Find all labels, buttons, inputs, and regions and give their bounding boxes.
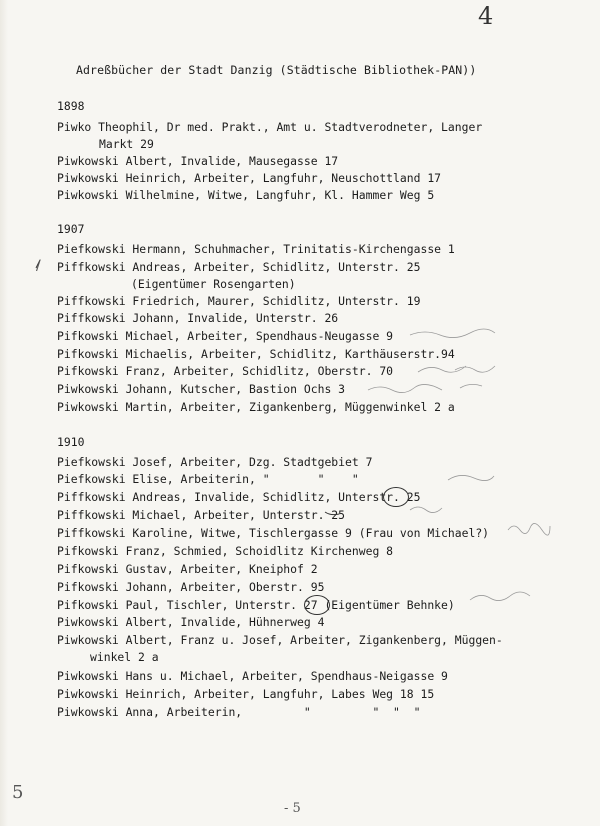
entry-line: Pifkowski Paul, Tischler, Unterstr. 27 (Eigentümer Behnke) <box>57 598 455 612</box>
entry-line-continuation: (Eigentümer Rosengarten) <box>131 277 296 291</box>
entry-line: Piefkowski Josef, Arbeiter, Dzg. Stadtgebiet 7 <box>57 455 373 469</box>
entry-line: Pifkowski Michaelis, Arbeiter, Schidlitz, Karthäuserstr.94 <box>57 347 455 361</box>
pencil-scribble <box>410 507 442 513</box>
entry-line: Piwkowski Albert, Invalide, Mausegasse 17 <box>57 154 339 168</box>
entry-line: Piffkowski Karoline, Witwe, Tischlergasse 9 (Frau von Michael?) <box>57 526 490 540</box>
page-footer-mark: - 5 <box>284 801 301 816</box>
entry-line: Piefkowski Hermann, Schuhmacher, Trinitatis-Kirchengasse 1 <box>57 242 455 256</box>
entry-line: Piffkowski Andreas, Invalide, Schidlitz, Unterstr. 25 <box>57 490 421 504</box>
entry-line: Pifkowski Gustav, Arbeiter, Kneiphof 2 <box>57 562 318 576</box>
entry-line: Piwkowski Hans u. Michael, Arbeiter, Spendhaus-Neigasse 9 <box>57 669 448 683</box>
year-heading-1898: 1898 <box>57 99 85 113</box>
pencil-scribble <box>418 366 495 372</box>
pencil-scribble <box>508 523 550 535</box>
pencil-scribble <box>470 592 530 601</box>
document-title: Adreßbücher der Stadt Danzig (Städtische Bibliothek-PAN)) <box>76 63 477 77</box>
entry-line: Pifkowski Franz, Arbeiter, Schidlitz, Oberstr. 70 <box>57 364 394 378</box>
entry-line: Piffkowski Andreas, Arbeiter, Schidlitz, Unterstr. 25 <box>57 260 421 274</box>
pencil-scribble <box>410 329 495 338</box>
entry-line: Piffkowski Friedrich, Maurer, Schidlitz, Unterstr. 19 <box>57 294 421 308</box>
entry-line: Piwkowski Heinrich, Arbeiter, Langfuhr, Neuschottland 17 <box>57 171 442 185</box>
entry-line: Piwkowski Martin, Arbeiter, Zigankenberg, Müggenwinkel 2 a <box>57 400 455 414</box>
entry-line: Pifkowski Michael, Arbeiter, Spendhaus-Neugasse 9 <box>57 329 394 343</box>
entry-line-continuation: winkel 2 a <box>90 650 159 664</box>
entry-line: Piwko Theophil, Dr med. Prakt., Amt u. Stadtverodneter, Langer <box>57 120 483 134</box>
entry-line: Piwkowski Heinrich, Arbeiter, Langfuhr, Labes Weg 18 15 <box>57 687 435 701</box>
margin-slash-mark: / <box>36 258 41 274</box>
page-number: 4 <box>478 2 494 30</box>
entry-line: Piwkowski Johann, Kutscher, Bastion Ochs 3 <box>57 382 346 396</box>
entry-line: Pifkowski Franz, Schmied, Schoidlitz Kirchenweg 8 <box>57 544 394 558</box>
entry-line: Piefkowski Elise, Arbeiterin, " " " <box>57 472 359 486</box>
entry-line: Piwkowski Anna, Arbeiterin, " " " " <box>57 705 421 719</box>
entry-line: Piwkowski Albert, Franz u. Josef, Arbeiter, Zigankenberg, Müggen- <box>57 633 503 647</box>
entry-line-continuation: Markt 29 <box>99 137 154 151</box>
entry-line: Piffkowski Michael, Arbeiter, Unterstr. 25 <box>57 508 346 522</box>
year-heading-1910: 1910 <box>57 435 85 449</box>
pen-underline <box>325 512 339 515</box>
entry-line: Piffkowski Johann, Invalide, Unterstr. 26 <box>57 311 339 325</box>
pencil-scribble <box>368 384 482 392</box>
entry-line: Pifkowski Johann, Arbeiter, Oberstr. 95 <box>57 580 325 594</box>
entry-line: Piwkowski Wilhelmine, Witwe, Langfuhr, Kl. Hammer Weg 5 <box>57 188 435 202</box>
pencil-scribble <box>448 475 494 480</box>
year-heading-1907: 1907 <box>57 222 85 236</box>
entry-line: Piwkowski Albert, Invalide, Hühnerweg 4 <box>57 615 325 629</box>
margin-number-mark: 5 <box>12 782 24 803</box>
